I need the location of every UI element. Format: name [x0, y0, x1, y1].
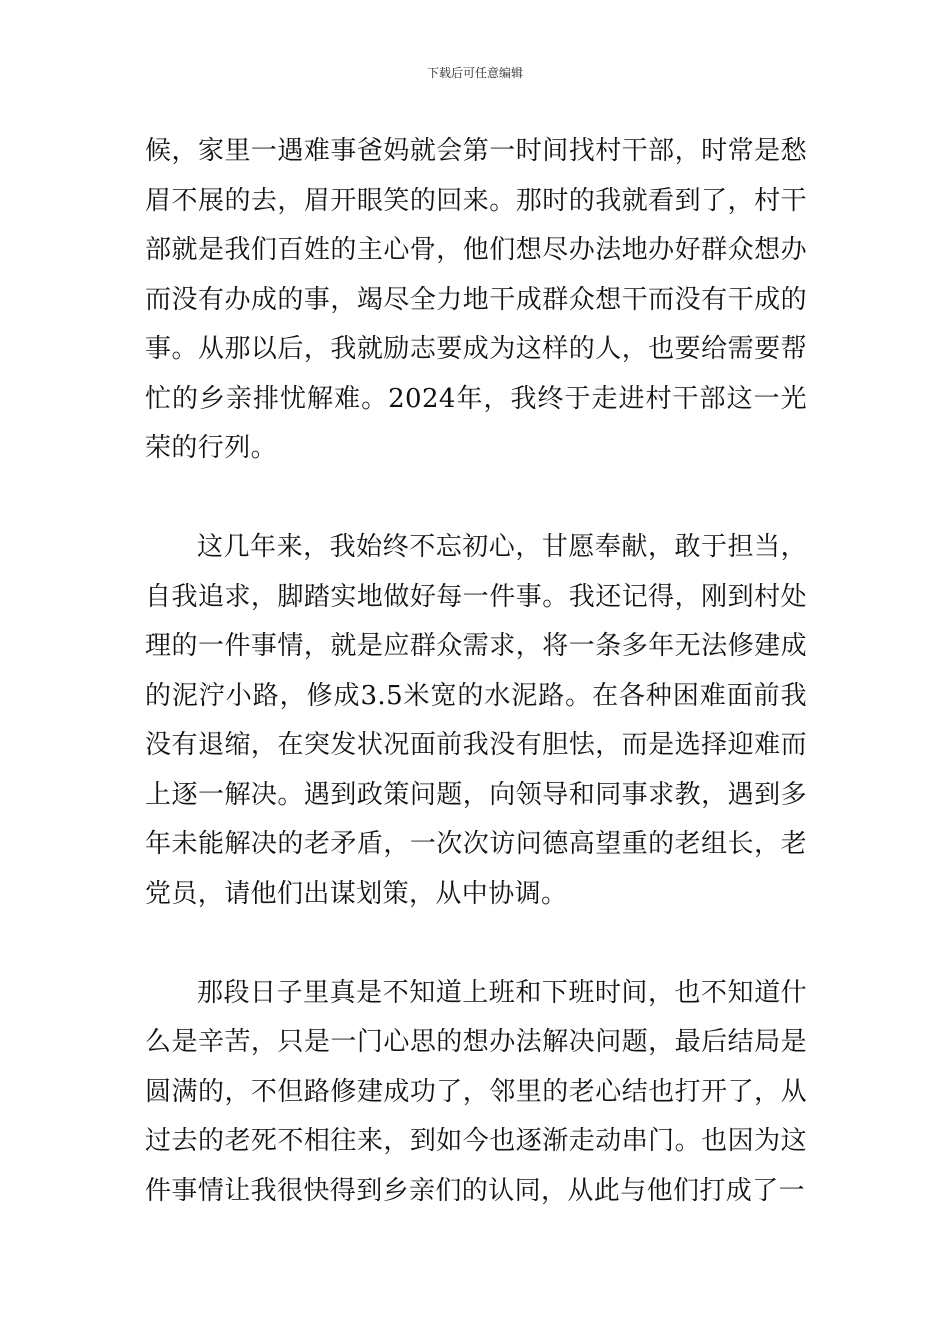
paragraph-3: 那段日子里真是不知道上班和下班时间，也不知道什么是辛苦，只是一门心思的想办法解决问题，最后结局是圆满的，不但路修建成功了，邻里的老心结也打开了，从过去的老死不相往来，到如今也逐渐走动串门。也因为这件事情让我很快得到乡亲们的认同，从此与他们打成了一 [145, 977, 807, 1206]
document-body [145, 127, 807, 1216]
paragraph-2: 这几年来，我始终不忘初心，甘愿奉献，敢于担当，自我追求，脚踏实地做好每一件事。我还记得，刚到村处理的一件事情，就是应群众需求，将一条多年无法修建成的泥泞小路，修成3.5米宽的水泥路。在各种困难面前我没有退缩，在突发状况面前我没有胆怯，而是选择迎难而上逐一解决。遇到政策问题，向领导和同事求教，遇到多年未能解决的老矛盾，一次次访问德高望重的老组长，老党员，请他们出谋划策，从中协调。 [145, 532, 807, 909]
paragraph-spacer [145, 919, 807, 969]
paragraph-1: 候，家里一遇难事爸妈就会第一时间找村干部，时常是愁眉不展的去，眉开眼笑的回来。那时的我就看到了，村干部就是我们百姓的主心骨，他们想尽办法地办好群众想办而没有办成的事，竭尽全力地干成群众想干而没有干成的事。从那以后，我就励志要成为这样的人，也要给需要帮忙的乡亲排忧解难。2024年，我终于走进村干部这一光荣的行列。 [145, 136, 807, 463]
page-header: 下载后可任意编辑 [426, 66, 523, 80]
paragraph-spacer [145, 474, 807, 524]
